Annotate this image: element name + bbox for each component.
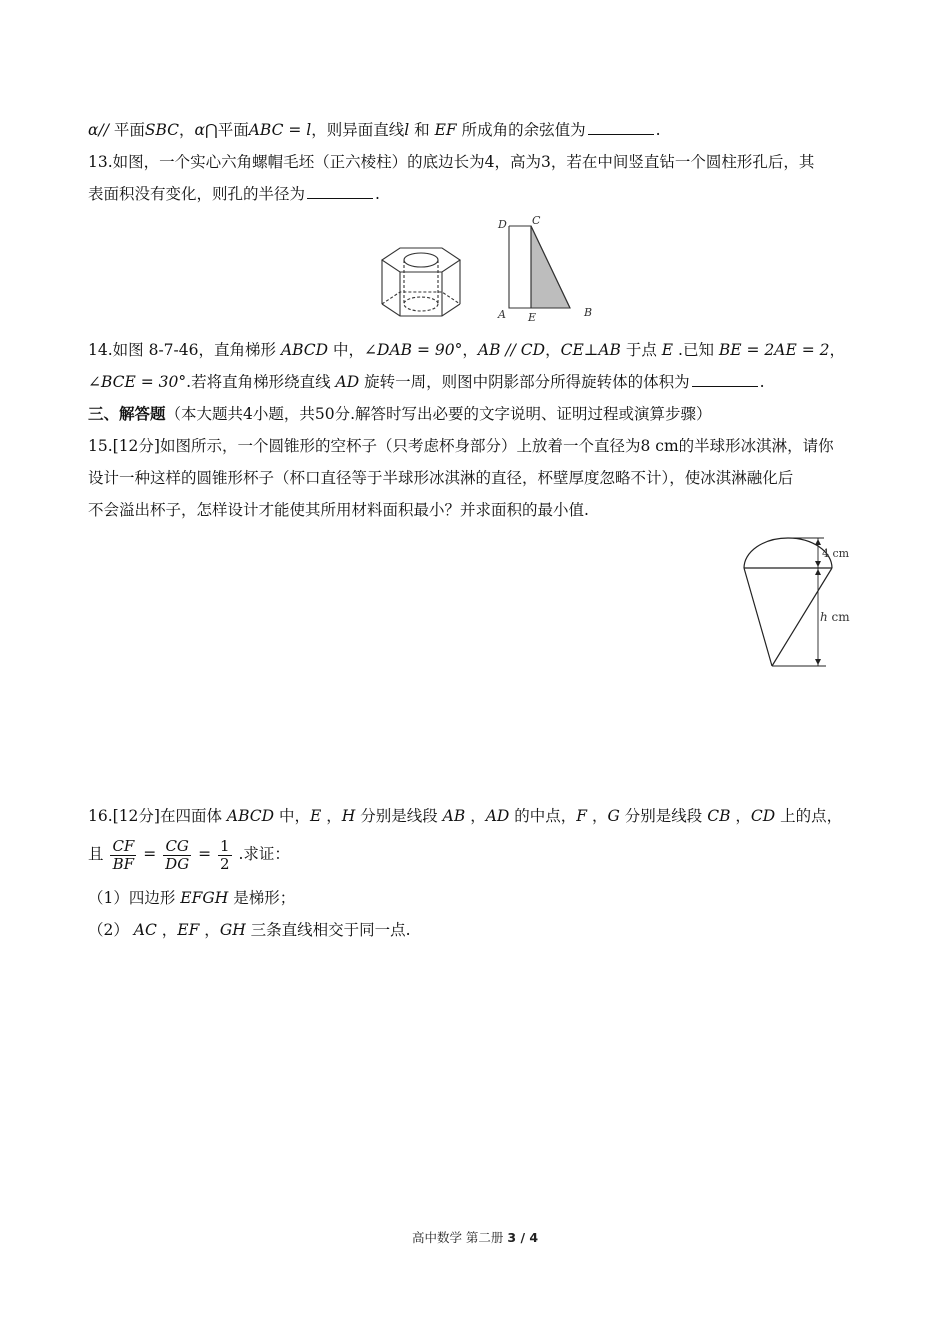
q16-ac: AC	[133, 921, 157, 939]
q16-comma1: ，	[321, 807, 342, 825]
q14-abcd: ABCD	[280, 341, 329, 359]
q14-ad: AD	[335, 373, 360, 391]
page-footer	[0, 1228, 950, 1246]
q12-comma: ，	[179, 121, 195, 139]
q16-comma3: ，	[587, 807, 608, 825]
q16-efgh: EFGH	[180, 889, 229, 907]
q14-text-g: ，	[829, 341, 846, 359]
fraction-cf-bf	[110, 838, 136, 873]
q12-l: l	[404, 121, 410, 139]
q12-alpha2: α	[194, 121, 205, 139]
q12-plane-prefix: 平面	[108, 121, 145, 139]
q13-line1: 13.如图，一个实心六角螺帽毛坯（正六棱柱）的底边长为4，高为3，若在中间竖直钻一个圆柱形孔后，其	[88, 153, 815, 171]
frac-den-2: 2	[220, 854, 230, 873]
q12-tail-line	[88, 120, 661, 140]
frac-num-1: 1	[220, 836, 230, 855]
q16-text-a: 16.[12分]在四面体	[88, 807, 227, 825]
q14-text-l2b: 旋转一周，则图中阴影部分所得旋转体的体积为	[359, 373, 690, 391]
q13-line2-text: 表面积没有变化，则孔的半径为	[88, 185, 306, 203]
q16-eq2: =	[193, 845, 217, 863]
q16-eq1: =	[138, 845, 162, 863]
hex-nut-figure	[374, 236, 474, 326]
q12-ef: EF	[434, 121, 457, 139]
q16-gh: GH	[219, 921, 246, 939]
frac-den-bf: BF	[112, 854, 135, 873]
q14-angle-dab: ∠DAB = 90°	[364, 341, 463, 359]
label-a: A	[498, 308, 506, 321]
q16-text-d: 的中点，	[509, 807, 577, 825]
q15-line3: 不会溢出杯子，怎样设计才能使其所用材料面积最小？并求面积的最小值.	[88, 501, 589, 519]
q12-plane-prefix2: 平面	[217, 121, 249, 139]
q16-comma2: ，	[465, 807, 486, 825]
label-e: E	[528, 311, 537, 324]
q16-f: F	[576, 807, 588, 825]
q16-ab: AB	[442, 807, 466, 825]
trapezoid-figure	[492, 212, 602, 324]
q16-p2-c: ，	[199, 921, 220, 939]
footer-text: 高中数学 第二册	[411, 1230, 508, 1245]
q16-comma4: ，	[730, 807, 751, 825]
q14-text-b: 中，	[328, 341, 365, 359]
frac-num-cg: CG	[165, 836, 189, 855]
q16-line2	[88, 834, 290, 874]
q16-qie: 且	[88, 845, 109, 863]
q12-abc-eq-l: ABC = l	[248, 121, 312, 139]
q14-ce-perp-ab: CE⊥AB	[560, 341, 621, 359]
q12-period: .	[655, 121, 661, 139]
q16-part1	[88, 888, 295, 908]
ice-cream-cone-figure	[734, 528, 866, 676]
q16-e: E	[310, 807, 322, 825]
q16-ef: EF	[177, 921, 200, 939]
label-d: D	[498, 218, 507, 231]
q16-line1	[88, 806, 842, 826]
frac-den-dg: DG	[165, 854, 190, 873]
q16-cd: CD	[750, 807, 776, 825]
q12-parallel: //	[98, 121, 109, 139]
q14-text-e: 于点	[620, 341, 662, 359]
q14-answer-blank	[692, 372, 758, 387]
q13-answer-blank	[307, 184, 373, 199]
q16-p2-b: ，	[156, 921, 178, 939]
q14-period: .	[759, 373, 765, 391]
q14-line1	[88, 340, 845, 360]
q16-text-e: 分别是线段	[619, 807, 708, 825]
fraction-one-half	[218, 838, 232, 873]
q16-ad: AD	[485, 807, 510, 825]
section3-title: 三、解答题	[88, 404, 166, 423]
q12-and: 和	[409, 121, 435, 139]
q16-text-b: 中，	[274, 807, 311, 825]
q16-text-f: 上的点，	[775, 807, 843, 825]
q12-answer-blank	[588, 120, 654, 135]
q16-p1-b: 是梯形；	[228, 889, 296, 907]
fraction-cg-dg	[163, 838, 191, 873]
q14-text-c: ，	[462, 341, 478, 359]
q12-alpha: α	[88, 121, 99, 139]
section3-heading	[88, 404, 712, 424]
q14-line2	[88, 372, 765, 392]
footer-page-number: 3 / 4	[507, 1230, 539, 1245]
q12-mid: ，则异面直线	[311, 121, 405, 139]
fig-label-4cm: 4 cm	[822, 547, 850, 560]
q14-text-d: ，	[545, 341, 561, 359]
q14-text-f: .已知	[673, 341, 719, 359]
q16-p2-a: （2）	[88, 921, 134, 939]
q14-text-a: 14.如图 8-7-46，直角梯形	[88, 341, 281, 359]
label-b: B	[584, 306, 593, 319]
q16-g: G	[607, 807, 620, 825]
label-c: C	[532, 214, 541, 227]
q14-angle-bce: ∠BCE = 30°	[88, 373, 187, 391]
q12-end: 所成角的余弦值为	[456, 121, 586, 139]
q15-line1: 15.[12分]如图所示，一个圆锥形的空杯子（只考虑杯身部分）上放着一个直径为8 cm的半球形冰淇淋，请你	[88, 437, 834, 455]
q16-p1-a: （1）四边形	[88, 889, 181, 907]
q14-ab-par-cd: AB // CD	[477, 341, 546, 359]
fig-label-h: h cm	[820, 610, 850, 624]
q15-line2: 设计一种这样的圆锥形杯子（杯口直径等于半球形冰淇淋的直径，杯壁厚度忽略不计），使冰淇淋融化后	[88, 469, 794, 487]
q16-h: H	[341, 807, 356, 825]
q12-cap: ⋂	[205, 121, 218, 139]
q16-text-c: 分别是线段	[355, 807, 443, 825]
q13-line2	[88, 184, 380, 204]
q16-cb: CB	[707, 807, 731, 825]
q16-prove: .求证：	[233, 845, 290, 863]
q16-p2-d: 三条直线相交于同一点.	[245, 921, 411, 939]
q16-part2	[88, 920, 411, 940]
q13-period: .	[375, 185, 380, 203]
section3-desc: （本大题共4小题，共50分.解答时写出必要的文字说明、证明过程或演算步骤）	[165, 405, 712, 423]
q14-text-l2a: .若将直角梯形绕直线	[186, 373, 336, 391]
frac-num-cf: CF	[112, 836, 135, 855]
q14-e: E	[661, 341, 674, 359]
q14-be-eq: BE = 2AE = 2	[718, 341, 830, 359]
q12-sbc: SBC	[144, 121, 180, 139]
q16-abcd: ABCD	[226, 807, 275, 825]
